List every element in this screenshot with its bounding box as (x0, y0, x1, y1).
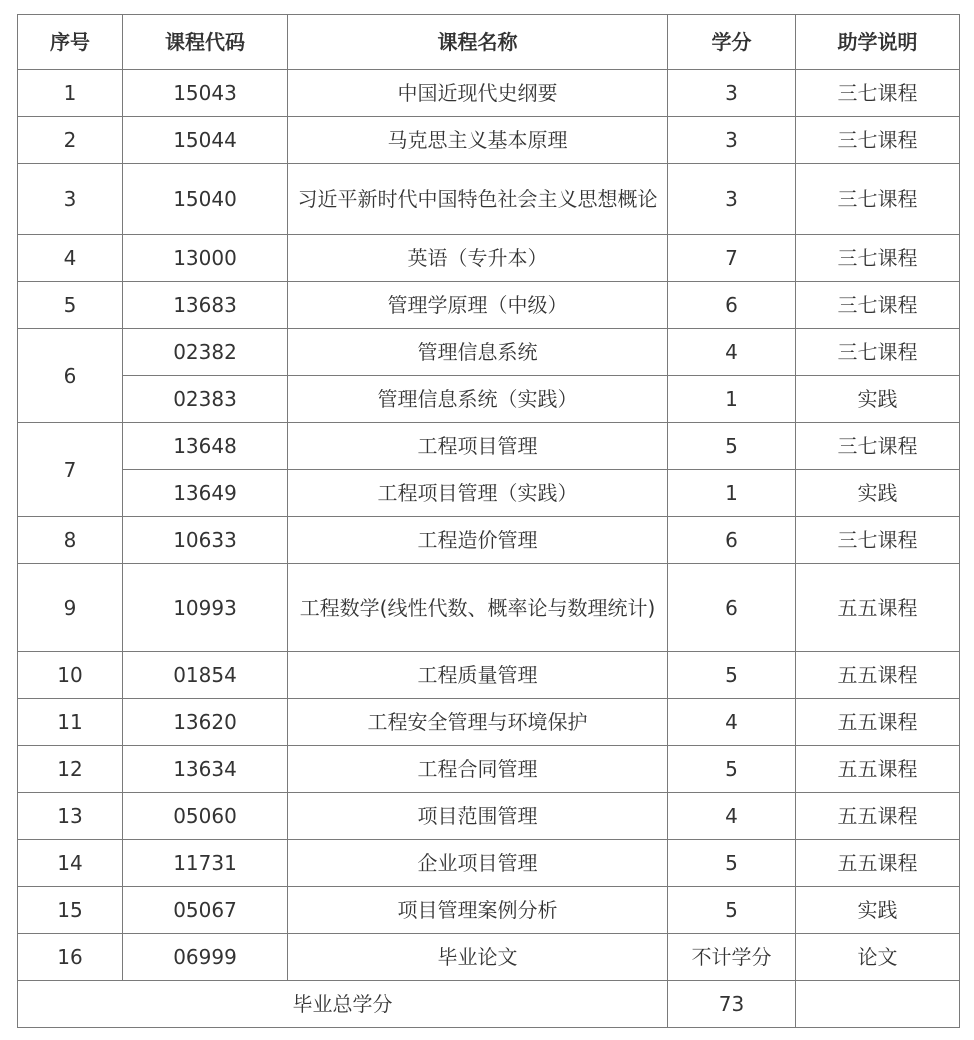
cell-name: 工程项目管理（实践） (288, 470, 668, 517)
cell-name: 管理学原理（中级） (288, 282, 668, 329)
cell-note: 三七课程 (796, 517, 960, 564)
cell-credit: 3 (668, 117, 796, 164)
cell-credit: 不计学分 (668, 934, 796, 981)
cell-credit: 5 (668, 840, 796, 887)
cell-code: 15040 (123, 164, 288, 235)
cell-credit: 3 (668, 70, 796, 117)
cell-code: 13000 (123, 235, 288, 282)
cell-no: 3 (18, 164, 123, 235)
cell-code: 06999 (123, 934, 288, 981)
header-note: 助学说明 (796, 15, 960, 70)
table-row (18, 652, 960, 699)
header-code: 课程代码 (123, 15, 288, 70)
cell-name: 中国近现代史纲要 (288, 70, 668, 117)
cell-code: 02383 (123, 376, 288, 423)
cell-note: 五五课程 (796, 793, 960, 840)
cell-code: 13620 (123, 699, 288, 746)
cell-no: 6 (18, 329, 123, 423)
cell-name: 项目范围管理 (288, 793, 668, 840)
cell-no: 12 (18, 746, 123, 793)
cell-note: 五五课程 (796, 746, 960, 793)
cell-no: 1 (18, 70, 123, 117)
cell-no: 11 (18, 699, 123, 746)
cell-code: 05060 (123, 793, 288, 840)
cell-no: 9 (18, 564, 123, 652)
cell-no: 8 (18, 517, 123, 564)
cell-note: 五五课程 (796, 699, 960, 746)
cell-no: 13 (18, 793, 123, 840)
cell-note: 实践 (796, 376, 960, 423)
header-row (18, 15, 960, 70)
table-row (18, 793, 960, 840)
header-credit: 学分 (668, 15, 796, 70)
cell-credit: 6 (668, 564, 796, 652)
cell-credit: 5 (668, 887, 796, 934)
cell-code: 13648 (123, 423, 288, 470)
cell-name: 工程数学(线性代数、概率论与数理统计) (288, 564, 668, 652)
header-name: 课程名称 (288, 15, 668, 70)
cell-name: 英语（专升本） (288, 235, 668, 282)
cell-name: 工程安全管理与环境保护 (288, 699, 668, 746)
table-row (18, 282, 960, 329)
table-row (18, 699, 960, 746)
cell-code: 15043 (123, 70, 288, 117)
cell-credit: 1 (668, 376, 796, 423)
cell-credit: 7 (668, 235, 796, 282)
cell-code: 10993 (123, 564, 288, 652)
cell-name: 习近平新时代中国特色社会主义思想概论 (288, 164, 668, 235)
cell-name: 工程合同管理 (288, 746, 668, 793)
cell-no: 10 (18, 652, 123, 699)
total-row (18, 981, 960, 1028)
cell-code: 13683 (123, 282, 288, 329)
cell-name: 马克思主义基本原理 (288, 117, 668, 164)
table-row (18, 517, 960, 564)
cell-credit: 1 (668, 470, 796, 517)
cell-credit: 6 (668, 282, 796, 329)
cell-credit: 3 (668, 164, 796, 235)
cell-note: 三七课程 (796, 235, 960, 282)
cell-credit: 4 (668, 699, 796, 746)
cell-code: 13634 (123, 746, 288, 793)
header-no: 序号 (18, 15, 123, 70)
table-row (18, 376, 960, 423)
cell-name: 工程造价管理 (288, 517, 668, 564)
table-row (18, 235, 960, 282)
cell-note: 实践 (796, 887, 960, 934)
cell-no: 2 (18, 117, 123, 164)
table-row (18, 840, 960, 887)
cell-note: 三七课程 (796, 423, 960, 470)
cell-note: 三七课程 (796, 117, 960, 164)
cell-code: 15044 (123, 117, 288, 164)
cell-note: 五五课程 (796, 652, 960, 699)
cell-name: 企业项目管理 (288, 840, 668, 887)
cell-credit: 5 (668, 746, 796, 793)
table-row (18, 934, 960, 981)
table-row (18, 70, 960, 117)
cell-no: 14 (18, 840, 123, 887)
cell-name: 毕业论文 (288, 934, 668, 981)
cell-code: 13649 (123, 470, 288, 517)
cell-code: 11731 (123, 840, 288, 887)
cell-note: 五五课程 (796, 564, 960, 652)
total-label: 毕业总学分 (18, 981, 668, 1028)
cell-note: 五五课程 (796, 840, 960, 887)
cell-credit: 6 (668, 517, 796, 564)
cell-name: 工程项目管理 (288, 423, 668, 470)
table-row (18, 564, 960, 652)
total-credit: 73 (668, 981, 796, 1028)
cell-no: 7 (18, 423, 123, 517)
cell-code: 05067 (123, 887, 288, 934)
cell-code: 02382 (123, 329, 288, 376)
cell-credit: 4 (668, 329, 796, 376)
cell-no: 16 (18, 934, 123, 981)
cell-name: 项目管理案例分析 (288, 887, 668, 934)
cell-name: 管理信息系统 (288, 329, 668, 376)
cell-name: 管理信息系统（实践） (288, 376, 668, 423)
cell-credit: 5 (668, 652, 796, 699)
table-row (18, 164, 960, 235)
cell-note: 三七课程 (796, 164, 960, 235)
cell-no: 15 (18, 887, 123, 934)
cell-code: 10633 (123, 517, 288, 564)
course-table (17, 14, 960, 1028)
cell-no: 4 (18, 235, 123, 282)
cell-credit: 4 (668, 793, 796, 840)
cell-code: 01854 (123, 652, 288, 699)
cell-no: 5 (18, 282, 123, 329)
table-row (18, 887, 960, 934)
cell-credit: 5 (668, 423, 796, 470)
cell-note: 论文 (796, 934, 960, 981)
cell-note: 三七课程 (796, 70, 960, 117)
table-row (18, 746, 960, 793)
table-row (18, 423, 960, 470)
cell-note: 三七课程 (796, 282, 960, 329)
table-row (18, 117, 960, 164)
table-row (18, 470, 960, 517)
cell-note: 三七课程 (796, 329, 960, 376)
table-row (18, 329, 960, 376)
total-note (796, 981, 960, 1028)
cell-name: 工程质量管理 (288, 652, 668, 699)
cell-note: 实践 (796, 470, 960, 517)
